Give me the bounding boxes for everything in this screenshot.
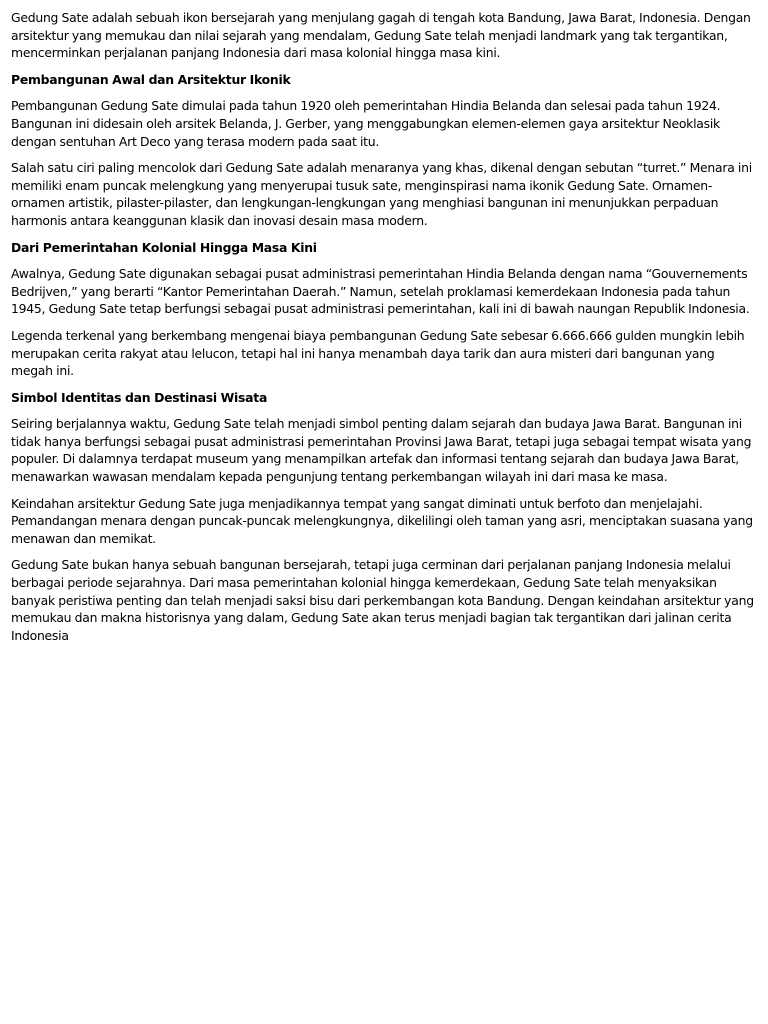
section-heading: Simbol Identitas dan Destinasi Wisata <box>11 389 268 405</box>
section-heading: Pembangunan Awal dan Arsitektur Ikonik <box>11 71 291 87</box>
section-paragraph: Legenda terkenal yang berkembang mengenai biaya pembangunan Gedung Sate sebesar 6.666.666 gulden mungkin lebih merupakan cerita rakyat atau lelucon, tetapi hal ini hanya menambah daya tarik dan aura misteri dari bangunan yang megah ini. <box>11 327 745 379</box>
section-kolonial <box>11 239 756 380</box>
section-paragraph: Salah satu ciri paling mencolok dari Gedung Sate adalah menaranya yang khas, dikenal dengan sebutan “turret.” Menara ini memiliki enam puncak melengkung yang menyerupai tusuk sate, menginspirasi nama ikonik Gedung Sate. Ornamen-ornamen artistik, pilaster-pilaster, dan lengkungan-lengkungan yang menghiasi bangunan ini menunjukkan perpaduan harmonis antara keanggunan klasik dan inovasi desain masa modern. <box>11 160 752 228</box>
intro-paragraph: Gedung Sate adalah sebuah ikon bersejarah yang menjulang gagah di tengah kota Bandung, Jawa Barat, Indonesia. Dengan arsitektur yang memukau dan nilai sejarah yang mendalam, Gedung Sate telah menjadi landmark yang tak tergantikan, mencerminkan perjalanan panjang Indonesia dari masa kolonial hingga masa kini. <box>11 10 751 61</box>
section-simbol <box>11 389 756 645</box>
section-paragraph: Seiring berjalannya waktu, Gedung Sate telah menjadi simbol penting dalam sejarah dan budaya Jawa Barat. Bangunan ini tidak hanya berfungsi sebagai pusat administrasi pemerintahan Provinsi Jawa Barat, tetapi juga sebagai tempat wisata yang populer. Di dalamnya terdapat museum yang menampilkan artefak dan informasi tentang sejarah dan budaya Jawa Barat, menawarkan wawasan mendalam kepada pengunjung tentang perkembangan wilayah ini dari masa ke masa. <box>11 416 752 485</box>
section-paragraph: Gedung Sate bukan hanya sebuah bangunan bersejarah, tetapi juga cerminan dari perjalanan panjang Indonesia melalui berbagai periode sejarahnya. Dari masa pemerintahan kolonial hingga kemerdekaan, Gedung Sate telah menyaksikan banyak peristiwa penting dan telah menjadi saksi bisu dari perkembangan kota Bandung. Dengan keindahan arsitektur yang memukau dan makna historisnya yang dalam, Gedung Sate akan terus menjadi bagian tak tergantikan dari jalinan cerita Indonesia <box>11 557 754 643</box>
section-paragraph: Awalnya, Gedung Sate digunakan sebagai pusat administrasi pemerintahan Hindia Belanda dengan nama “Gouvernements Bedrijven,” yang berarti “Kantor Pemerintahan Daerah.” Namun, setelah proklamasi kemerdekaan Indonesia pada tahun 1945, Gedung Sate tetap berfungsi sebagai pusat administrasi pemerintahan, kali ini di bawah naungan Republik Indonesia. <box>11 266 750 317</box>
section-paragraph: Pembangunan Gedung Sate dimulai pada tahun 1920 oleh pemerintahan Hindia Belanda dan selesai pada tahun 1924. Bangunan ini didesain oleh arsitek Belanda, J. Gerber, yang menggabungkan elemen-elemen gaya arsitektur Neoklasik dengan sentuhan Art Deco yang terasa modern pada saat itu. <box>11 98 721 149</box>
section-heading: Dari Pemerintahan Kolonial Hingga Masa Kini <box>11 239 317 255</box>
section-pembangunan <box>11 71 756 230</box>
section-paragraph: Keindahan arsitektur Gedung Sate juga menjadikannya tempat yang sangat diminati untuk berfoto dan menjelajahi. Pemandangan menara dengan puncak-puncak melengkungnya, dikelilingi oleh taman yang asri, menciptakan suasana yang menawan dan memikat. <box>11 495 753 546</box>
